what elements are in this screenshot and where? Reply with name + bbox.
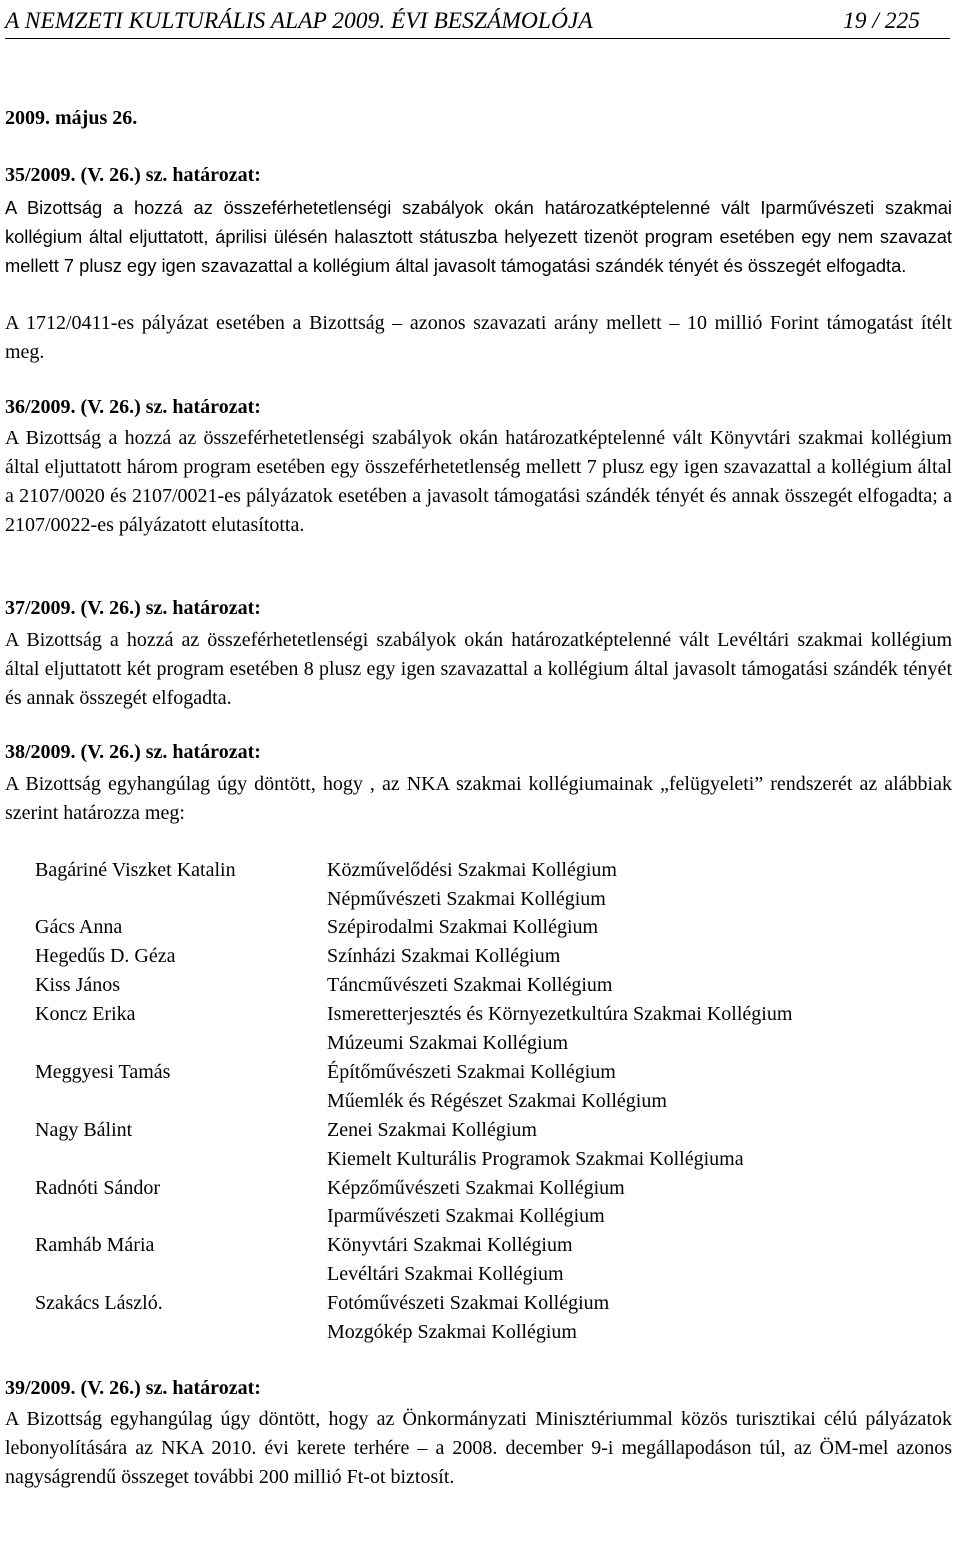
- header-rule: [5, 38, 950, 39]
- member-name: Kiss János: [35, 974, 121, 996]
- college-name: Kiemelt Kulturális Programok Szakmai Kollégiuma: [327, 1148, 744, 1170]
- college-name: Népművészeti Szakmai Kollégium: [327, 888, 606, 910]
- member-name: Szakács László.: [35, 1292, 163, 1314]
- resolution-39-title: 39/2009. (V. 26.) sz. határozat:: [5, 1377, 261, 1399]
- member-name: Meggyesi Tamás: [35, 1061, 171, 1083]
- resolution-37-title: 37/2009. (V. 26.) sz. határozat:: [5, 597, 261, 619]
- member-name: Gács Anna: [35, 916, 123, 938]
- date-heading: 2009. május 26.: [5, 107, 138, 129]
- page-separator: /: [872, 8, 879, 34]
- college-name: Építőművészeti Szakmai Kollégium: [327, 1061, 616, 1083]
- resolution-36-title: 36/2009. (V. 26.) sz. határozat:: [5, 396, 261, 418]
- college-name: Iparművészeti Szakmai Kollégium: [327, 1205, 605, 1227]
- member-name: Hegedűs D. Géza: [35, 945, 176, 967]
- college-name: Könyvtári Szakmai Kollégium: [327, 1234, 573, 1256]
- college-name: Szépirodalmi Szakmai Kollégium: [327, 916, 599, 938]
- member-name: Bagáriné Viszket Katalin: [35, 859, 236, 881]
- college-name: Táncművészeti Szakmai Kollégium: [327, 974, 613, 996]
- resolution-35-text: A Bizottság a hozzá az összeférhetetlenségi szabályok okán határozatképtelenné vált Iparművészeti szakmai kollégium által eljuttatott, áprilisi ülésén halasztott státuszba helyezett tizenöt program esetében egy nem szavazat mellett 7 plusz egy igen szavazattal a kollégium által javasolt támogatási szándék tényét és összegét elfogadta.: [5, 197, 952, 276]
- running-header: [5, 4, 950, 38]
- page-total: 225: [884, 8, 921, 34]
- college-name: Képzőművészeti Szakmai Kollégium: [327, 1177, 625, 1199]
- college-name: Ismeretterjesztés és Környezetkultúra Szakmai Kollégium: [327, 1003, 793, 1025]
- member-name: Koncz Erika: [35, 1003, 136, 1025]
- page-number: 19: [843, 8, 867, 34]
- college-name: Múzeumi Szakmai Kollégium: [327, 1032, 569, 1054]
- college-name: Mozgókép Szakmai Kollégium: [327, 1321, 577, 1343]
- header-page-indicator: [843, 4, 920, 38]
- header-title: A NEMZETI KULTURÁLIS ALAP 2009. ÉVI BESZÁMOLÓJA: [5, 8, 593, 34]
- resolution-38-text: A Bizottság egyhangúlag úgy döntött, hogy , az NKA szakmai kollégiumainak „felügyeleti” rendszerét az alábbiak szerint határozza meg:: [5, 773, 952, 824]
- resolution-35-title: 35/2009. (V. 26.) sz. határozat:: [5, 164, 261, 186]
- college-name: Fotóművészeti Szakmai Kollégium: [327, 1292, 610, 1314]
- resolution-36-text: A Bizottság a hozzá az összeférhetetlenségi szabályok okán határozatképtelenné vált Könyvtári szakmai kollégium által eljuttatott három program esetében egy összeférhetetlenség mellett 7 plusz egy igen szavazattal a kollégium által a 2107/0020 és 2107/0021-es pályázatok esetében a javasolt támogatási szándék tényét és annak összegét elfogadta; a 2107/0022-es pályázatott elutasította.: [5, 427, 952, 536]
- college-name: Műemlék és Régészet Szakmai Kollégium: [327, 1090, 667, 1112]
- resolution-39-text: A Bizottság egyhangúlag úgy döntött, hogy az Önkormányzati Minisztériummal közös turisztikai célú pályázatok lebonyolítására az NKA 2010. évi kerete terhére – a 2008. december 9-i megállapodáson túl, az ÖM-mel azonos nagyságrendű összeget további 200 millió Ft-ot biztosít.: [5, 1408, 952, 1488]
- college-name: Zenei Szakmai Kollégium: [327, 1119, 537, 1141]
- member-name: Ramháb Mária: [35, 1234, 155, 1256]
- member-name: Radnóti Sándor: [35, 1177, 160, 1199]
- college-name: Levéltári Szakmai Kollégium: [327, 1263, 564, 1285]
- college-name: Közművelődési Szakmai Kollégium: [327, 859, 617, 881]
- resolution-35-text-2: A 1712/0411-es pályázat esetében a Bizottság – azonos szavazati arány mellett – 10 millió Forint támogatást ítélt meg.: [5, 312, 952, 363]
- resolution-38-title: 38/2009. (V. 26.) sz. határozat:: [5, 741, 261, 763]
- college-name: Színházi Szakmai Kollégium: [327, 945, 561, 967]
- member-name: Nagy Bálint: [35, 1119, 133, 1141]
- resolution-37-text: A Bizottság a hozzá az összeférhetetlenségi szabályok okán határozatképtelenné vált Levéltári szakmai kollégium által eljuttatott két program esetében 8 plusz egy igen szavazattal a kollégium által javasolt támogatási szándék tényét és annak összegét elfogadta.: [5, 629, 952, 709]
